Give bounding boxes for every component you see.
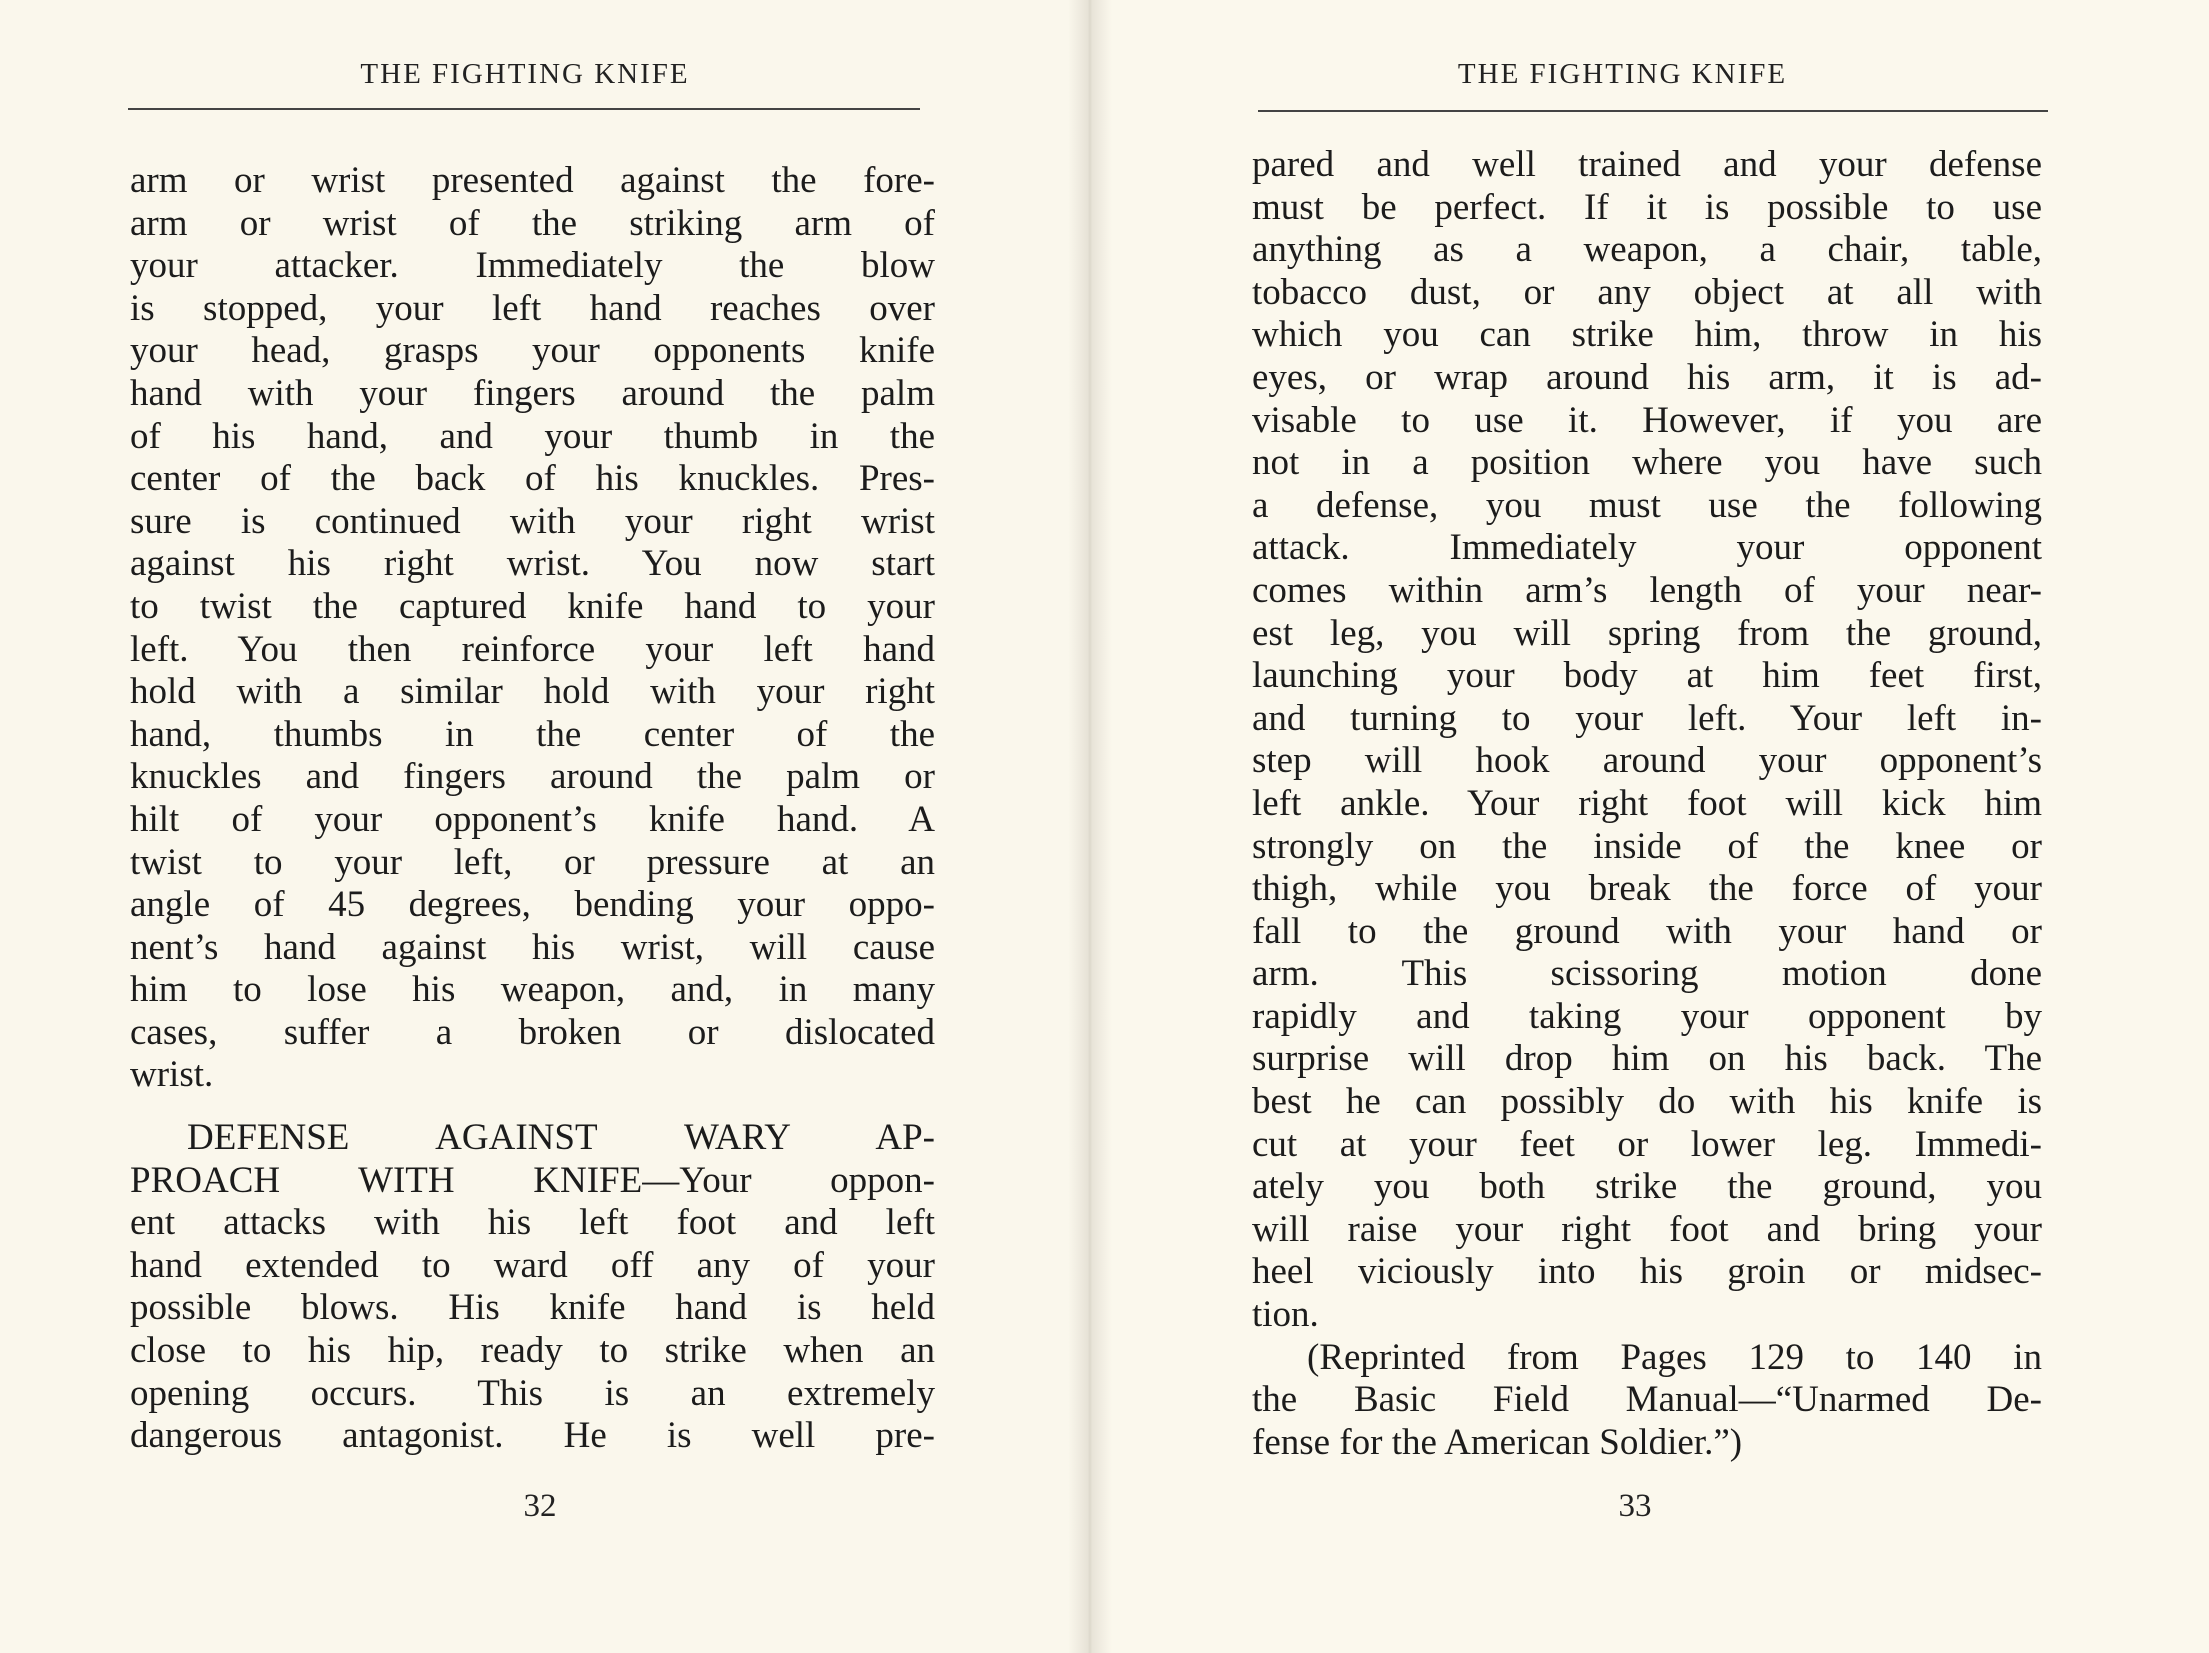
text-line: him to lose his weapon, and, in many <box>130 969 935 1011</box>
text-line: must be perfect. If it is possible to use <box>1252 186 2042 228</box>
text-line: will raise your right foot and bring your <box>1252 1208 2042 1250</box>
text-line: wrist. <box>130 1054 214 1096</box>
text-line: to twist the captured knife hand to your <box>130 585 935 627</box>
text-line: anything as a weapon, a chair, table, <box>1252 229 2042 271</box>
text-line: not in a position where you have such <box>1252 442 2042 484</box>
text-line: cases, suffer a broken or dislocated <box>130 1011 935 1053</box>
text-line: hilt of your opponent’s knife hand. A <box>130 798 935 840</box>
text-line: PROACH WITH KNIFE—Your oppon- <box>130 1159 935 1201</box>
text-line: opening occurs. This is an extremely <box>130 1372 935 1414</box>
text-line: ent attacks with his left foot and left <box>130 1202 935 1244</box>
text-line: strongly on the inside of the knee or <box>1252 825 2042 867</box>
text-line: possible blows. His knife hand is held <box>130 1287 935 1329</box>
text-line: visable to use it. However, if you are <box>1252 399 2042 441</box>
text-line: against his right wrist. You now start <box>130 543 935 585</box>
text-line: knuckles and fingers around the palm or <box>130 756 935 798</box>
citation-line: fense for the American Soldier.”) <box>1252 1421 1743 1463</box>
text-line: attack. Immediately your opponent <box>1252 527 2042 569</box>
right-page <box>1090 0 2209 1653</box>
text-line: hold with a similar hold with your right <box>130 671 935 713</box>
text-line: left ankle. Your right foot will kick him <box>1252 782 2042 824</box>
left-header-rule <box>128 108 920 110</box>
text-line: close to his hip, ready to strike when an <box>130 1330 935 1372</box>
left-page-number: 32 <box>523 1488 557 1524</box>
text-line: left. You then reinforce your left hand <box>130 628 935 670</box>
text-line: tobacco dust, or any object at all with <box>1252 271 2042 313</box>
text-line: best he can possibly do with his knife is <box>1252 1081 2042 1123</box>
text-line: cut at your feet or lower leg. Immedi- <box>1252 1123 2042 1165</box>
text-line: fall to the ground with your hand or <box>1252 910 2042 952</box>
citation-line: (Reprinted from Pages 129 to 140 in <box>1307 1336 2042 1378</box>
text-line: heel viciously into his groin or midsec- <box>1252 1251 2042 1293</box>
text-line: eyes, or wrap around his arm, it is ad- <box>1252 356 2042 398</box>
text-line: a defense, you must use the following <box>1252 484 2042 526</box>
right-running-head: THE FIGHTING KNIFE <box>1457 58 1788 90</box>
left-page <box>0 0 1090 1653</box>
text-line: your attacker. Immediately the blow <box>130 245 935 287</box>
text-line: hand with your fingers around the palm <box>130 372 935 414</box>
book-gutter <box>1068 0 1112 1653</box>
text-line: launching your body at him feet first, <box>1252 655 2042 697</box>
text-line: angle of 45 degrees, bending your oppo- <box>130 884 935 926</box>
text-line: comes within arm’s length of your near- <box>1252 569 2042 611</box>
text-line: pared and well trained and your defense <box>1252 144 2042 185</box>
right-page-number: 33 <box>1618 1488 1652 1524</box>
text-line: dangerous antagonist. He is well pre- <box>130 1415 935 1457</box>
left-running-head: THE FIGHTING KNIFE <box>360 58 690 90</box>
text-line: is stopped, your left hand reaches over <box>130 287 935 329</box>
text-line: hand extended to ward off any of your <box>130 1244 935 1286</box>
text-line: arm. This scissoring motion done <box>1252 953 2042 995</box>
text-line: arm or wrist of the striking arm of <box>130 202 935 244</box>
text-line: your head, grasps your opponents knife <box>130 330 935 372</box>
paragraph-gap <box>130 1097 935 1117</box>
text-line: est leg, you will spring from the ground, <box>1252 612 2042 654</box>
right-header-rule <box>1258 110 2048 112</box>
text-line: of his hand, and your thumb in the <box>130 415 935 457</box>
text-line: nent’s hand against his wrist, will cause <box>130 926 935 968</box>
citation-line: the Basic Field Manual—“Unarmed De- <box>1252 1379 2042 1421</box>
text-line: rapidly and taking your opponent by <box>1252 995 2042 1037</box>
text-line: which you can strike him, throw in his <box>1252 314 2042 356</box>
text-line: arm or wrist presented against the fore- <box>130 160 935 201</box>
left-body-text <box>130 160 935 1458</box>
text-line: center of the back of his knuckles. Pres- <box>130 458 935 500</box>
text-line: sure is continued with your right wrist <box>130 500 935 542</box>
text-line: and turning to your left. Your left in- <box>1252 697 2042 739</box>
text-line: twist to your left, or pressure at an <box>130 841 935 883</box>
text-line: ately you both strike the ground, you <box>1252 1166 2042 1208</box>
text-line: step will hook around your opponent’s <box>1252 740 2042 782</box>
section-heading-line: DEFENSE AGAINST WARY AP- <box>187 1117 935 1159</box>
text-line: thigh, while you break the force of your <box>1252 868 2042 910</box>
right-body-text <box>1252 144 2042 1464</box>
text-line: tion. <box>1252 1294 1319 1336</box>
text-line: hand, thumbs in the center of the <box>130 713 935 755</box>
text-line: surprise will drop him on his back. The <box>1252 1038 2042 1080</box>
